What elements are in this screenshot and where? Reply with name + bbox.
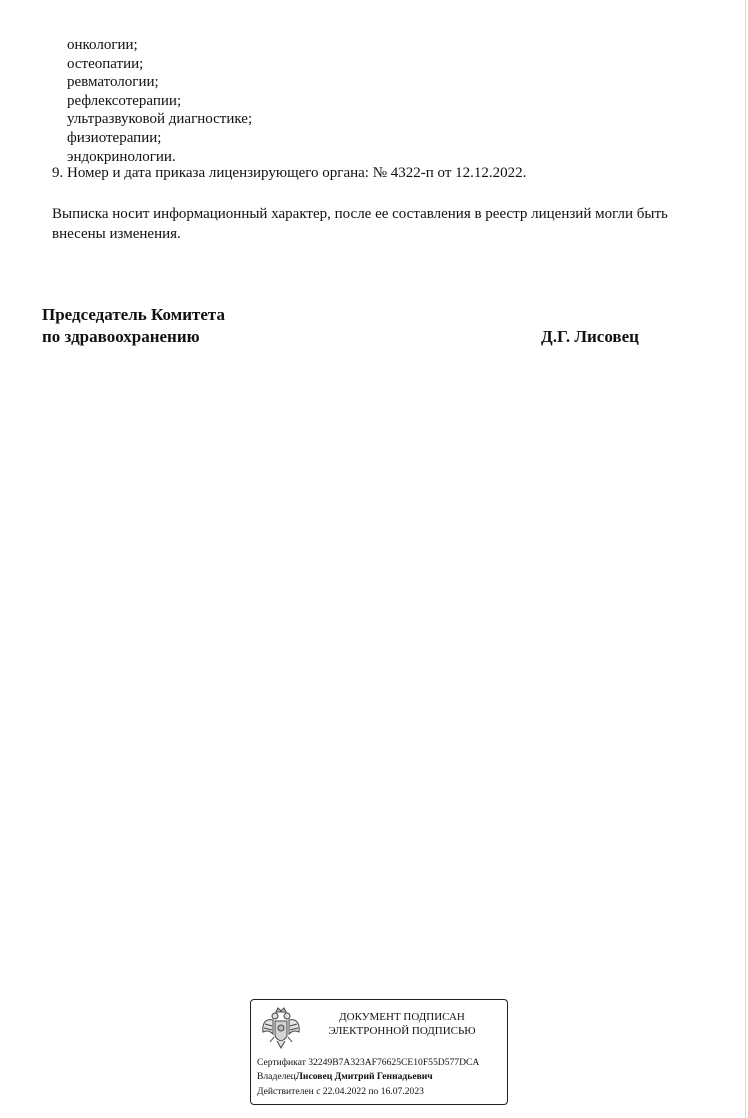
list-item: эндокринологии. bbox=[67, 148, 176, 165]
certificate-line: Сертификат 32249B7A323AF76625CE10F55D577DCA bbox=[257, 1057, 480, 1068]
order-number-item: 9. Номер и дата приказа лицензирующего органа: № 4322-п от 12.12.2022. bbox=[52, 165, 527, 181]
information-notice: Выписка носит информационный характер, после ее составления в реестр лицензий могли быть внесены изменения. bbox=[52, 206, 668, 242]
signer-name: Д.Г. Лисовец bbox=[541, 327, 639, 346]
list-item: остеопатии; bbox=[67, 55, 144, 72]
specialties-list bbox=[67, 36, 252, 166]
list-item: рефлексотерапии; bbox=[67, 92, 182, 109]
list-item: физиотерапии; bbox=[67, 129, 162, 146]
stamp-details bbox=[257, 1056, 479, 1099]
position-line-2: по здравоохранению bbox=[42, 327, 200, 346]
list-item: ревматологии; bbox=[67, 74, 159, 91]
stamp-title-line-1: ДОКУМЕНТ ПОДПИСАН bbox=[339, 1011, 465, 1023]
page-edge bbox=[745, 0, 746, 1118]
list-item: ультразвуковой диагностике; bbox=[67, 111, 253, 128]
signatory-position bbox=[42, 304, 225, 348]
coat-of-arms-icon bbox=[259, 1006, 303, 1052]
position-line-1: Председатель Комитета bbox=[42, 305, 225, 324]
list-item: онкологии; bbox=[67, 37, 138, 53]
stamp-title bbox=[307, 1010, 497, 1038]
validity-line: Действителен с 22.04.2022 по 16.07.2023 bbox=[257, 1085, 424, 1097]
owner-label: Владелец bbox=[257, 1071, 296, 1083]
owner-line bbox=[257, 1070, 479, 1084]
owner-name: Лисовец Дмитрий Геннадьевич bbox=[295, 1071, 433, 1083]
stamp-title-line-2: ЭЛЕКТРОННОЙ ПОДПИСЬЮ bbox=[328, 1025, 476, 1037]
e-signature-stamp bbox=[250, 999, 508, 1105]
